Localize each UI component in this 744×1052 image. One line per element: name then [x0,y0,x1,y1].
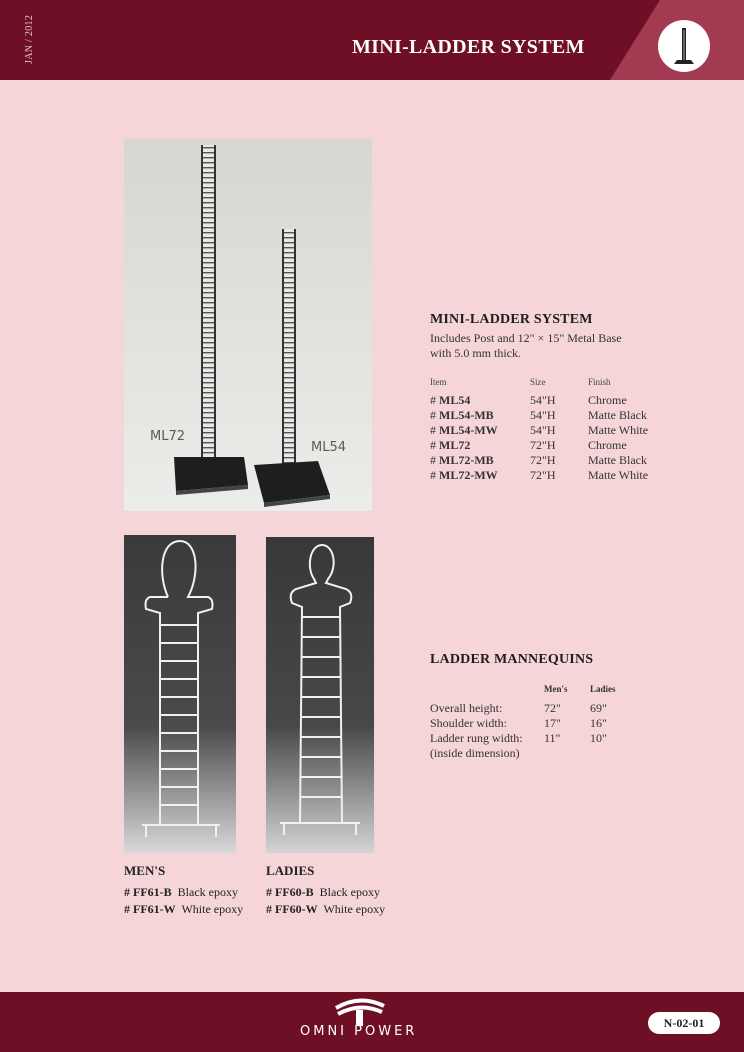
item-code: ML54 [439,393,471,407]
item-size: 72"H [530,468,556,482]
item-code: ML54-MW [439,423,498,437]
dimension-label: Overall height: [430,701,503,715]
ml54-label: ML54 [311,440,347,455]
mens-value: 72" [544,701,561,715]
issue-date: JAN / 2012 [24,15,35,65]
ladder-post-icon [658,20,710,72]
spec-row [430,393,670,408]
page-title: MINI-LADDER SYSTEM [352,36,585,58]
ladies-item-row [266,885,406,902]
mens-caption [124,863,264,919]
item-prefix: # [430,393,439,407]
ladies-caption [266,863,406,919]
dimension-label: Shoulder width: [430,716,507,730]
mini-ladder-description [430,331,622,361]
ladies-value: 16" [590,716,607,730]
item-code: # FF61-W [124,902,176,916]
mens-value: 17" [544,716,561,730]
ladies-value: 69" [590,701,607,715]
dimension-label: Ladder rung width: [430,731,523,745]
mens-item-row [124,902,264,919]
mannequin-dimensions-table [430,684,630,761]
item-code: ML54-MB [439,408,494,422]
dimension-row [430,731,630,746]
logo-wordmark: OMNI POWER [300,1024,418,1039]
item-prefix: # [430,423,439,437]
item-finish: Black epoxy [177,885,238,899]
ladies-mannequin-photo [266,537,374,853]
item-finish: White epoxy [323,902,386,916]
mini-ladder-heading: MINI-LADDER SYSTEM [430,312,593,327]
item-size: 72"H [530,438,556,452]
mens-heading: MEN'S [124,863,166,878]
ladies-item-row [266,902,406,919]
item-finish: Matte Black [588,453,647,467]
page-number: N-02-01 [648,1012,720,1034]
ladies-heading: LADIES [266,863,315,878]
mens-item-row [124,885,264,902]
mini-ladder-photo [124,139,372,511]
item-size: 54"H [530,408,556,422]
size-column-header: Size [530,377,546,387]
dimension-row [430,716,630,731]
item-size: 72"H [530,453,556,467]
item-code: ML72-MW [439,468,498,482]
dimensions-header-row [430,684,630,701]
spec-row [430,453,670,468]
item-prefix: # [430,438,439,452]
spec-row [430,438,670,453]
item-finish: White epoxy [181,902,244,916]
item-finish: Matte Black [588,408,647,422]
dimension-row [430,746,630,761]
mens-mannequin-photo [124,535,236,853]
item-code: ML72-MB [439,453,494,467]
item-code: # FF60-B [266,885,314,899]
finish-column-header: Finish [588,377,611,387]
spec-row [430,423,670,438]
item-prefix: # [430,408,439,422]
item-code: ML72 [439,438,471,452]
page-header [0,0,744,80]
item-size: 54"H [530,393,556,407]
item-code: # FF60-W [266,902,318,916]
item-finish: Chrome [588,438,627,452]
item-finish: Matte White [588,468,649,482]
description-line: Includes Post and 12" × 15" Metal Base [430,331,622,345]
dimension-row [430,701,630,716]
item-prefix: # [430,468,439,482]
item-column-header: Item [430,377,447,387]
item-code: # FF61-B [124,885,172,899]
description-line: with 5.0 mm thick. [430,346,521,360]
item-size: 54"H [530,423,556,437]
page-footer [0,992,744,1052]
item-finish: Black epoxy [319,885,380,899]
dimension-label: (inside dimension) [430,746,520,760]
spec-row [430,408,670,423]
spec-header-row [430,377,670,393]
item-finish: Matte White [588,423,649,437]
mannequins-heading: LADDER MANNEQUINS [430,652,594,667]
mini-ladder-spec-table [430,377,670,483]
spec-row [430,468,670,483]
mens-value: 11" [544,731,561,745]
mens-column-header: Men's [544,684,568,694]
item-prefix: # [430,453,439,467]
ml72-label: ML72 [150,429,186,444]
ladies-column-header: Ladies [590,684,616,694]
item-finish: Chrome [588,393,627,407]
ladies-value: 10" [590,731,607,745]
